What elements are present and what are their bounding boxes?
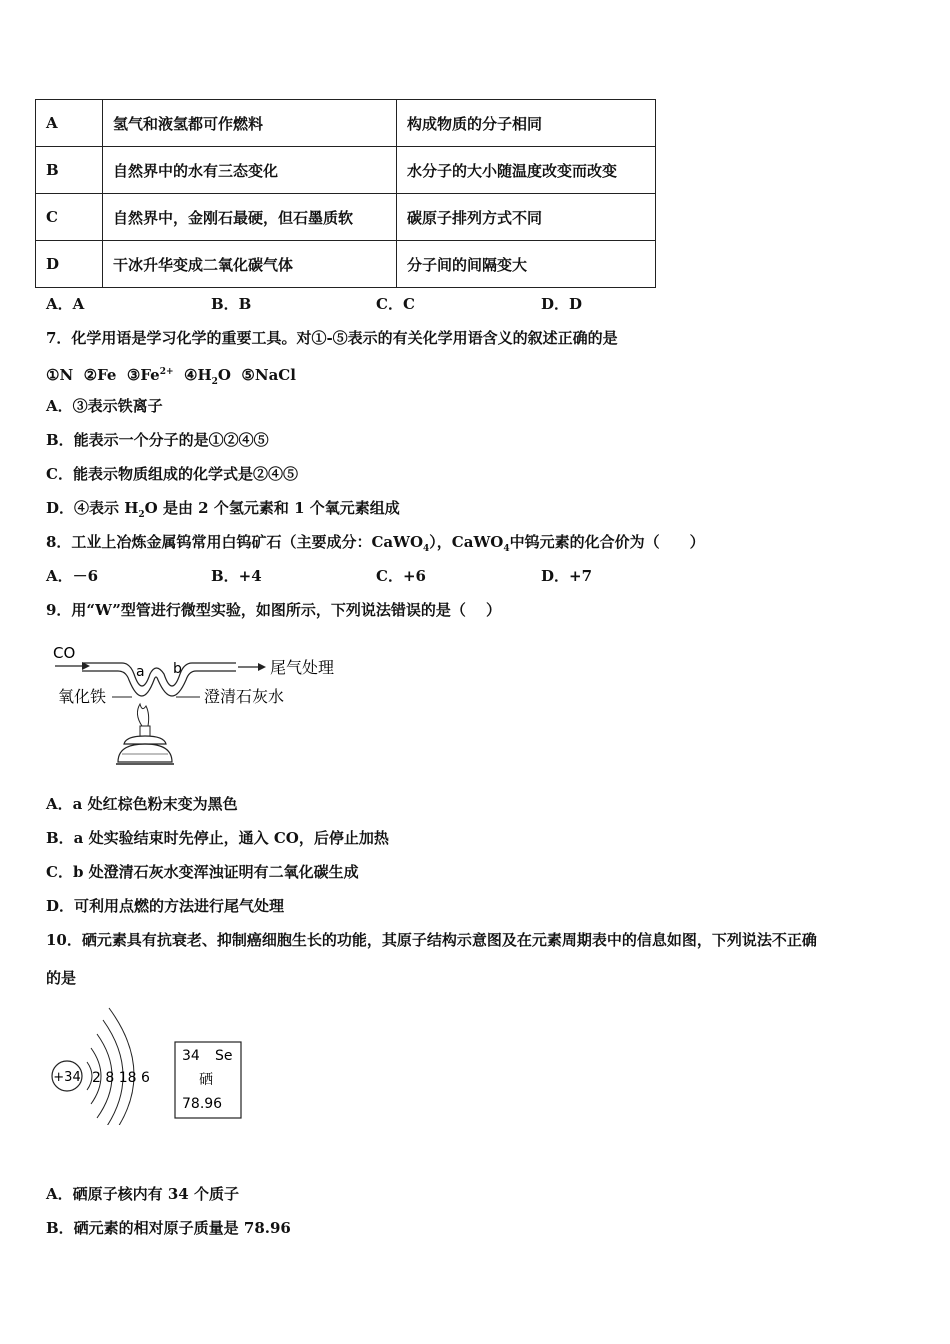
question-7-option-d: D．④表示 $H_2O$ 是由 2 个氢元素和 1 个氧元素组成 [46, 499, 400, 520]
explanation-cell: 碳原子排列方式不同 [397, 194, 656, 241]
question-10-stem-line2: 的是 [46, 969, 77, 987]
question-9-option-a: A．a 处红棕色粉末变为黑色 [46, 795, 238, 813]
row-label: A [36, 100, 103, 147]
question-6-table [35, 99, 656, 288]
question-9-option-d: D．可利用点燃的方法进行尾气处理 [46, 897, 285, 915]
lamp-cap [124, 736, 166, 744]
phenomenon-cell: 自然界中的水有三态变化 [103, 147, 397, 194]
phenomenon-cell: 氢气和液氢都可作燃料 [103, 100, 397, 147]
row-label: D [36, 241, 103, 288]
option-b: B．B [211, 295, 252, 313]
option-c: C．+6 [376, 567, 426, 585]
table-row [36, 100, 656, 147]
question-7-stem: 7．化学用语是学习化学的重要工具。对①-⑤表示的有关化学用语含义的叙述正确的是 [46, 329, 618, 347]
question-7-option-c: C．能表示物质组成的化学式是②④⑤ [46, 465, 298, 483]
option-d: D．D [541, 295, 583, 313]
symbol-4: $④H_2O$ [184, 366, 231, 387]
symbol-5: ⑤NaCl [241, 366, 296, 384]
flame-icon [137, 704, 148, 726]
option-a: A．－6 [46, 567, 99, 585]
question-10-option-a: A．硒原子核内有 34 个质子 [46, 1185, 239, 1203]
question-9-option-b: B．a 处实验结束时先停止，通入 CO，后停止加热 [46, 829, 389, 847]
question-8-stem: 8．工业上冶炼金属钨常用白钨矿石（主要成分：CaWO$_4$），CaWO$_4$中钨元素的化合价为（ ） [46, 533, 705, 554]
limewater-label: 澄清石灰水 [204, 687, 285, 706]
question-8-options [46, 566, 706, 586]
symbol-1: ①N [46, 366, 74, 384]
nucleus-charge: +34 [53, 1070, 81, 1085]
tail-gas-label: 尾气处理 [270, 658, 335, 677]
iron-oxide-label: 氧化铁 [58, 687, 107, 706]
table-row [36, 147, 656, 194]
question-10-stem-line1: 10．硒元素具有抗衰老、抑制癌细胞生长的功能，其原子结构示意图及在元素周期表中的信息如图，下列说法不正确 [46, 931, 817, 949]
b-label: b [173, 661, 182, 677]
question-7-option-b: B．能表示一个分子的是①②④⑤ [46, 431, 269, 449]
w-tube-diagram [50, 640, 350, 772]
atom-structure-diagram [45, 1000, 255, 1125]
question-7-option-a: A．③表示铁离子 [46, 397, 163, 415]
symbol-3: $③Fe^{2+}$ [126, 366, 174, 384]
alcohol-lamp-icon [118, 744, 172, 762]
tail-arrow-head [258, 663, 266, 671]
atomic-mass: 78.96 [182, 1096, 223, 1112]
table-row [36, 241, 656, 288]
element-name: 硒 [199, 1072, 213, 1088]
option-a: A．A [46, 295, 85, 313]
row-label: C [36, 194, 103, 241]
question-9-stem: 9．用“W”型管进行微型实验，如图所示，下列说法错误的是（ ） [46, 601, 502, 619]
question-6-options [46, 294, 706, 314]
atomic-number: 34 [182, 1048, 200, 1064]
electron-shell-arc [109, 1008, 134, 1125]
shell-electrons: 2 8 18 6 [92, 1070, 150, 1086]
question-9-option-c: C．b 处澄清石灰水变浑浊证明有二氧化碳生成 [46, 863, 359, 881]
phenomenon-cell: 自然界中，金刚石最硬，但石墨质软 [103, 194, 397, 241]
option-d: D．+7 [541, 567, 593, 585]
explanation-cell: 分子间的间隔变大 [397, 241, 656, 288]
option-b: B．+4 [211, 567, 262, 585]
element-symbol: Se [215, 1048, 233, 1064]
explanation-cell: 水分子的大小随温度改变而改变 [397, 147, 656, 194]
a-label: a [136, 664, 145, 680]
option-c: C．C [376, 295, 415, 313]
question-7-symbols [46, 362, 296, 392]
explanation-cell: 构成物质的分子相同 [397, 100, 656, 147]
question-10-option-b: B．硒元素的相对原子质量是 78.96 [46, 1219, 291, 1237]
lamp-wick [140, 726, 150, 736]
co-label: CO [53, 644, 76, 662]
row-label: B [36, 147, 103, 194]
table-row [36, 194, 656, 241]
symbol-2: ②Fe [83, 366, 117, 384]
phenomenon-cell: 干冰升华变成二氧化碳气体 [103, 241, 397, 288]
